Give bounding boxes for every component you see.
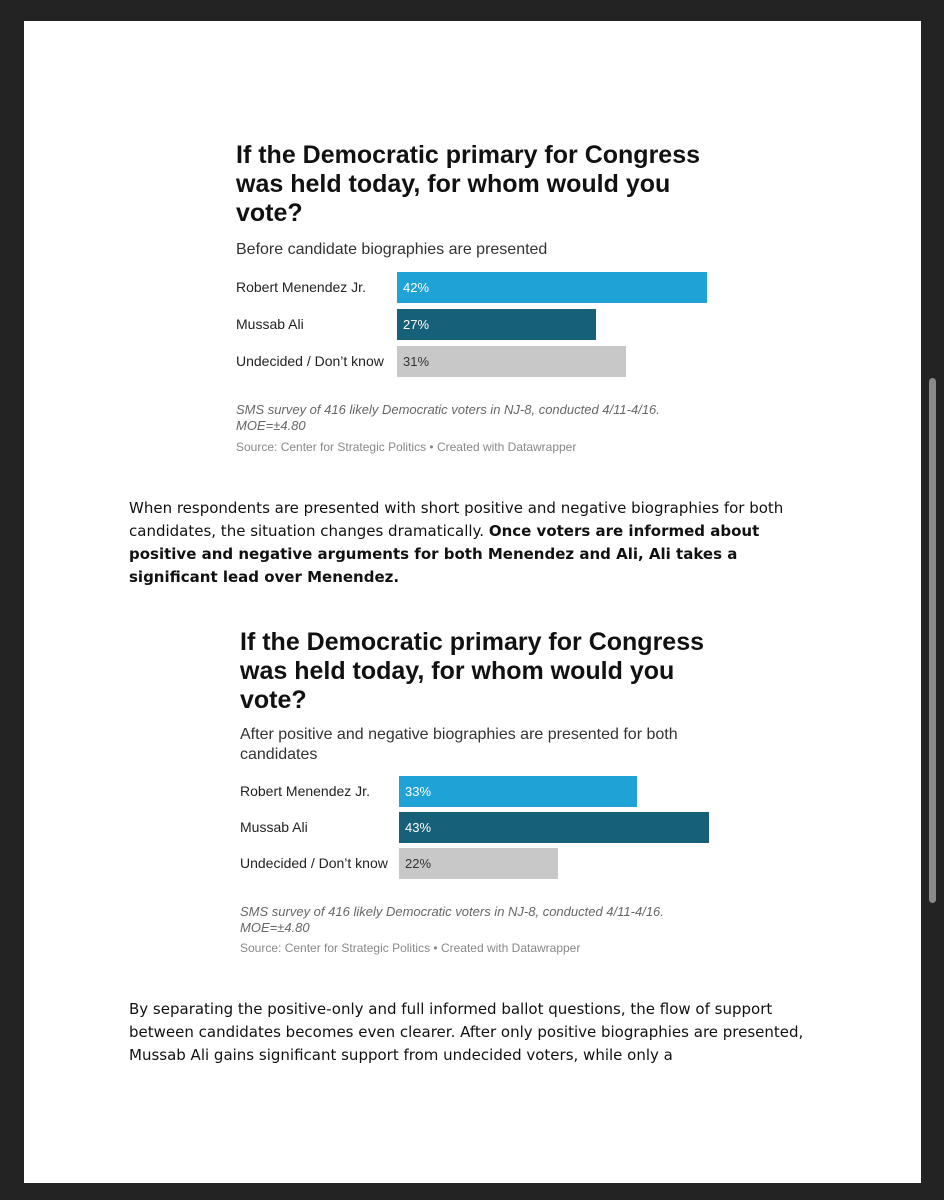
bar-value-label: 31% bbox=[403, 354, 430, 369]
chart-title: If the Democratic primary for Congress was held today, for whom would you vote? bbox=[240, 628, 705, 714]
chart-note: SMS survey of 416 likely Democratic voters in NJ-8, conducted 4/11-4/16. MOE=±4.80 bbox=[240, 904, 664, 935]
bar-undecided bbox=[399, 848, 558, 879]
bar-value-label: 33% bbox=[405, 784, 432, 799]
chart-subtitle: After positive and negative biographies are presented for both candidates bbox=[240, 726, 678, 763]
chart-after-biographies bbox=[240, 628, 720, 963]
bar-ali bbox=[399, 812, 709, 843]
bar-menendez bbox=[397, 272, 707, 303]
bar-value-label: 22% bbox=[405, 856, 432, 871]
scrollbar-thumb[interactable] bbox=[929, 378, 936, 903]
bar-undecided bbox=[397, 346, 626, 377]
chart-note: SMS survey of 416 likely Democratic voters in NJ-8, conducted 4/11-4/16. MOE=±4.80 bbox=[236, 402, 660, 433]
bar-category-label: Robert Menendez Jr. bbox=[240, 783, 370, 799]
chart-subtitle: Before candidate biographies are presented bbox=[236, 241, 548, 258]
bar-category-label: Mussab Ali bbox=[236, 316, 304, 332]
bar-category-label: Mussab Ali bbox=[240, 819, 308, 835]
bar-category-label: Undecided / Don’t know bbox=[240, 855, 388, 871]
paragraph-text: When respondents are presented with short positive and negative biographies for both candidates, the situation changes dramatically. bbox=[129, 499, 784, 540]
chart-source: Source: Center for Strategic Politics • Created with Datawrapper bbox=[236, 440, 577, 454]
bar-ali bbox=[397, 309, 596, 340]
body-paragraph-1 bbox=[129, 497, 829, 589]
chart-source: Source: Center for Strategic Politics • Created with Datawrapper bbox=[240, 941, 581, 955]
body-paragraph-2: By separating the positive-only and full informed ballot questions, the flow of support between candidates becomes even clearer. After only positive biographies are presented, Mussab Ali gains significant support from undecided voters, while only a bbox=[129, 1000, 804, 1064]
chart-before-biographies bbox=[236, 141, 716, 461]
bar-menendez bbox=[399, 776, 637, 807]
bar-category-label: Undecided / Don’t know bbox=[236, 353, 384, 369]
bar-value-label: 43% bbox=[405, 820, 432, 835]
chart-title: If the Democratic primary for Congress was held today, for whom would you vote? bbox=[236, 141, 701, 227]
bar-value-label: 42% bbox=[403, 280, 430, 295]
paragraph-bold-text: Once voters are informed about positive and negative arguments for both Menendez and Ali, Ali takes a significant lead over Menendez. bbox=[129, 522, 760, 586]
bar-value-label: 27% bbox=[403, 317, 430, 332]
bar-category-label: Robert Menendez Jr. bbox=[236, 279, 366, 295]
